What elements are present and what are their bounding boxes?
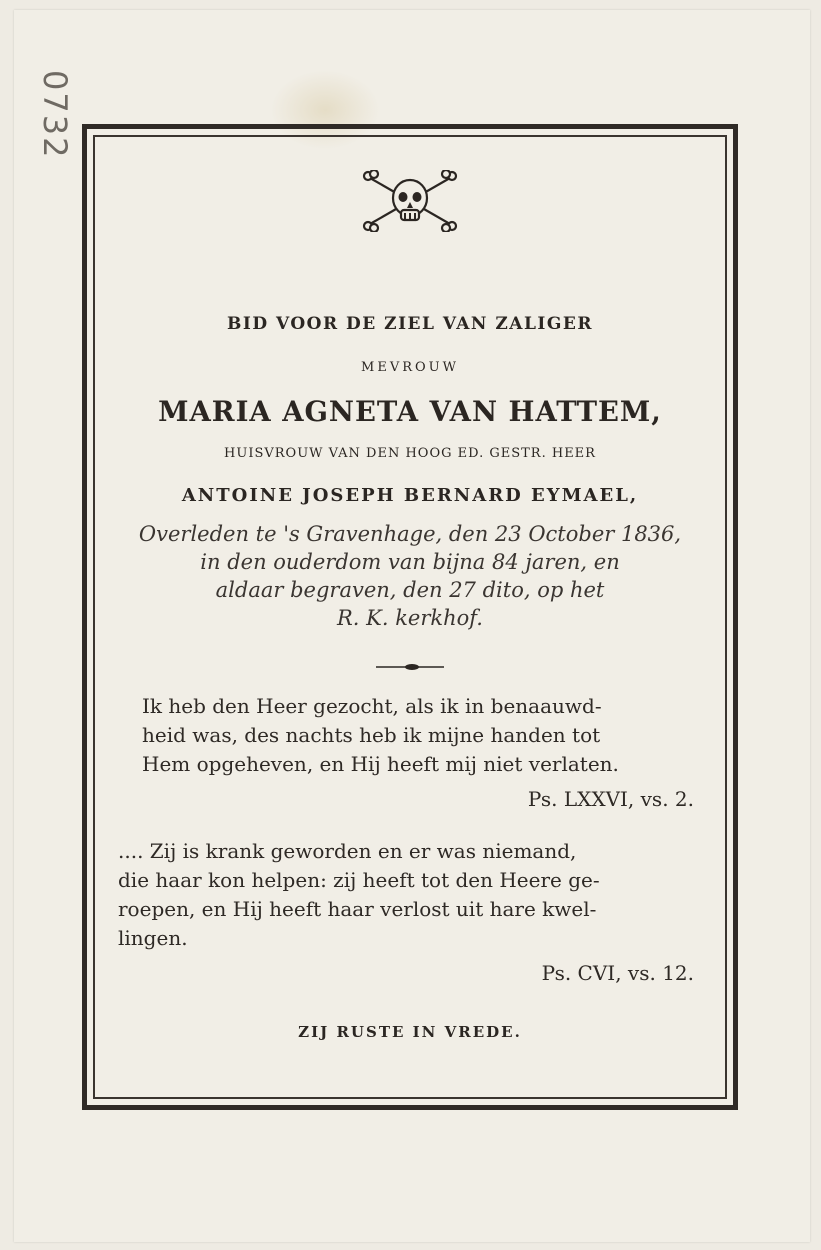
prayer-heading: BID VOOR DE ZIEL VAN ZALIGER <box>227 314 593 334</box>
verse-line: lingen. <box>118 926 188 950</box>
verse-line: Hem opgeheven, en Hij heeft mij niet verlaten. <box>142 752 619 776</box>
death-notice-line: Overleden te 's Gravenhage, den 23 October 1836, <box>138 522 682 546</box>
title-mevrouw: MEVROUW <box>361 360 459 375</box>
archive-number <box>36 70 74 110</box>
death-notice-line: R. K. kerkhof. <box>337 606 483 630</box>
closing-blessing: ZIJ RUSTE IN VREDE. <box>298 1023 522 1041</box>
verse-line: .... Zij is krank geworden en er was niemand, <box>118 839 577 863</box>
ornamental-rule-icon <box>374 662 446 672</box>
verse-line: roepen, en Hij heeft haar verlost uit hare kwel- <box>118 897 597 921</box>
psalm-verse-2 <box>100 837 720 953</box>
verse-line: Ik heb den Heer gezocht, als ik in benaauwd- <box>142 694 602 718</box>
verse-line: die haar kon helpen: zij heeft tot den Heere ge- <box>118 868 600 892</box>
psalm-reference-2: Ps. CVI, vs. 12. <box>541 961 694 985</box>
spouse-name: ANTOINE JOSEPH BERNARD EYMAEL, <box>181 485 639 506</box>
death-notice-line: in den ouderdom van bijna 84 jaren, en <box>200 550 620 574</box>
psalm-reference-1: Ps. LXXVI, vs. 2. <box>527 787 694 811</box>
death-notice <box>100 520 720 632</box>
verse-line: heid was, des nachts heb ik mijne handen tot <box>142 723 601 747</box>
skull-crossbones-icon <box>360 170 460 232</box>
deceased-name: MARIA AGNETA VAN HATTEM, <box>158 395 662 428</box>
spouse-title: HUISVROUW VAN DEN HOOG ED. GESTR. HEER <box>224 446 596 461</box>
death-notice-line: aldaar begraven, den 27 dito, op het <box>215 578 605 602</box>
card-content <box>100 170 720 1041</box>
psalm-verse-1 <box>100 692 720 779</box>
